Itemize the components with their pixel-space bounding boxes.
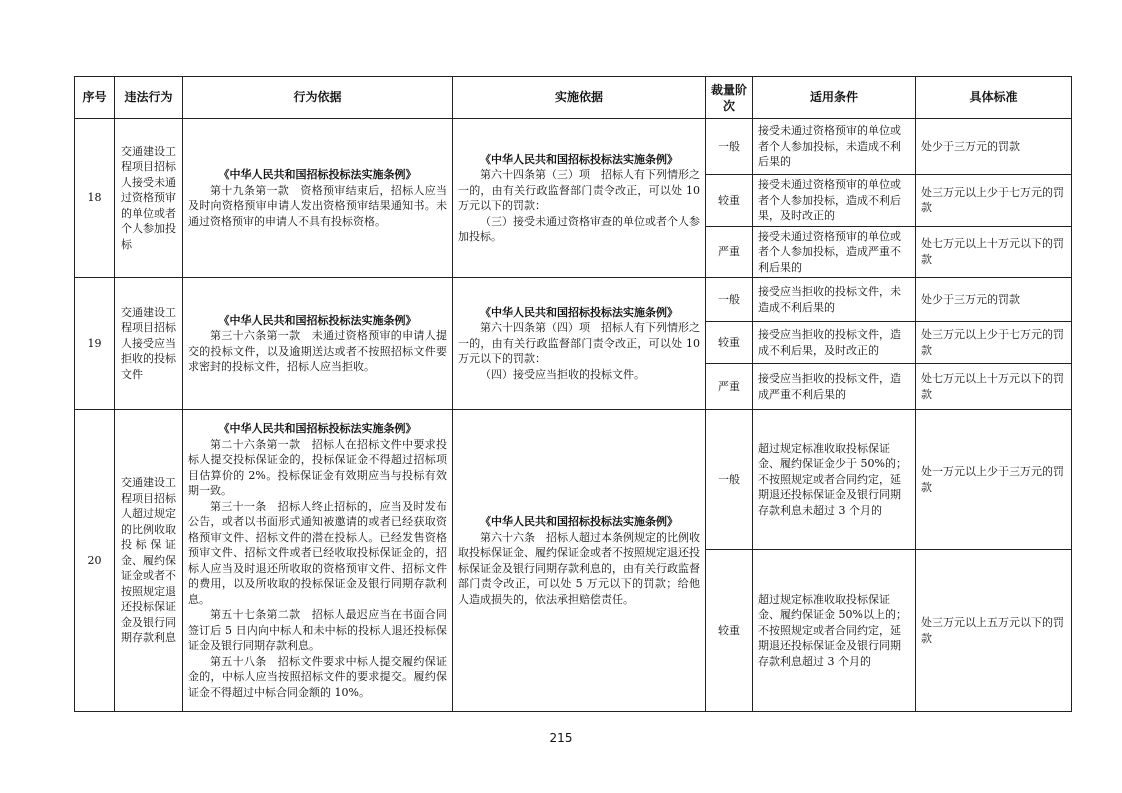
header-no: 序号 bbox=[75, 77, 115, 119]
condition-cell: 接受应当拒收的投标文件，造成严重不利后果的 bbox=[753, 364, 916, 410]
law-article: 第五十八条 招标文件要求中标人提交履约保证金的，中标人应当按照招标文件的要求提交。履约保证金不得超过中标合同金额的 10%。 bbox=[188, 654, 447, 699]
basis-cell bbox=[183, 410, 453, 712]
level-cell: 较重 bbox=[706, 550, 753, 712]
basis-cell bbox=[183, 119, 453, 278]
condition-cell: 接受未通过资格预审的单位或者个人参加投标，造成不利后果，及时改正的 bbox=[753, 175, 916, 227]
header-std: 具体标准 bbox=[916, 77, 1072, 119]
basis-cell bbox=[183, 278, 453, 410]
standard-cell: 处少于三万元的罚款 bbox=[916, 278, 1072, 322]
page-number: 215 bbox=[549, 731, 573, 745]
law-title: 《中华人民共和国招标投标法实施条例》 bbox=[480, 515, 678, 528]
standard-cell: 处三万元以上少于七万元的罚款 bbox=[916, 322, 1072, 364]
law-article: （三）接受未通过资格审查的单位或者个人参加投标。 bbox=[458, 214, 700, 243]
implementation-cell bbox=[453, 410, 706, 712]
level-cell: 严重 bbox=[706, 364, 753, 410]
level-cell: 较重 bbox=[706, 322, 753, 364]
table-body bbox=[75, 119, 1072, 712]
law-article: 第六十四条第（四）项 招标人有下列情形之一的，由有关行政监督部门责令改正，可以处 10 万元以下的罚款： bbox=[458, 321, 700, 366]
table-row bbox=[75, 278, 1072, 322]
level-cell: 一般 bbox=[706, 410, 753, 550]
violation-cell: 交通建设工程项目招标人接受应当拒收的投标文件 bbox=[115, 278, 183, 410]
condition-cell: 接受应当拒收的投标文件，造成不利后果，及时改正的 bbox=[753, 322, 916, 364]
implementation-cell bbox=[453, 278, 706, 410]
condition-cell: 超过规定标准收取投标保证金、履约保证金少于 50%的；不按照规定或者合同约定，延期退还投标保证金及银行同期存款利息未超过 3 个月的 bbox=[753, 410, 916, 550]
header-impl: 实施依据 bbox=[453, 77, 706, 119]
law-article: 第三十六条第一款 未通过资格预审的申请人提交的投标文件，以及逾期送达或者不按照招标文件要求密封的投标文件，招标人应当拒收。 bbox=[188, 329, 447, 373]
level-cell: 一般 bbox=[706, 278, 753, 322]
law-title: 《中华人民共和国招标投标法实施条例》 bbox=[218, 168, 417, 181]
law-article: 第六十四条第（三）项 招标人有下列情形之一的，由有关行政监督部门责令改正，可以处 10 万元以下的罚款： bbox=[458, 168, 700, 212]
condition-cell: 接受未通过资格预审的单位或者个人参加投标，未造成不利后果的 bbox=[753, 119, 916, 175]
standard-cell: 处一万元以上少于三万元的罚款 bbox=[916, 410, 1072, 550]
condition-cell: 超过规定标准收取投标保证金、履约保证金 50%以上的；不按照规定或者合同约定，延期退还投标保证金及银行同期存款利息超过 3 个月的 bbox=[753, 550, 916, 712]
standard-cell: 处七万元以上十万元以下的罚款 bbox=[916, 226, 1072, 278]
standard-cell: 处少于三万元的罚款 bbox=[916, 119, 1072, 175]
level-cell: 严重 bbox=[706, 226, 753, 278]
table-row bbox=[75, 119, 1072, 175]
standard-cell: 处七万元以上十万元以下的罚款 bbox=[916, 364, 1072, 410]
row-number: 20 bbox=[75, 410, 115, 712]
row-number: 18 bbox=[75, 119, 115, 278]
law-title: 《中华人民共和国招标投标法实施条例》 bbox=[480, 305, 678, 319]
condition-cell: 接受未通过资格预审的单位或者个人参加投标，造成严重不利后果的 bbox=[753, 226, 916, 278]
header-cond: 适用条件 bbox=[753, 77, 916, 119]
law-article: 第五十七条第二款 招标人最迟应当在书面合同签订后 5 日内向中标人和未中标的投标人退还投标保证金及银行同期存款利息。 bbox=[188, 608, 447, 652]
law-article: （四）接受应当拒收的投标文件。 bbox=[480, 367, 645, 381]
header-basis: 行为依据 bbox=[183, 77, 453, 119]
condition-cell: 接受应当拒收的投标文件，未造成不利后果的 bbox=[753, 278, 916, 322]
row-number: 19 bbox=[75, 278, 115, 410]
law-title: 《中华人民共和国招标投标法实施条例》 bbox=[218, 313, 417, 327]
header-level: 裁量阶次 bbox=[706, 77, 753, 119]
law-article: 第三十一条 招标人终止招标的，应当及时发布公告，或者以书面形式通知被邀请的或者已经获取资格预审文件、招标文件的潜在投标人。已经发售资格预审文件、招标文件或者已经收取投标保证金的，招标人应当及时退还所收取的资格预审文件、招标文件的费用，以及所收取的投标保证金及银行同期存款利息。 bbox=[188, 499, 447, 606]
header-act: 违法行为 bbox=[115, 77, 183, 119]
law-article: 第六十六条 招标人超过本条例规定的比例收取投标保证金、履约保证金或者不按照规定退还投标保证金及银行同期存款利息的，由有关行政监督部门责令改正，可以处 5 万元以下的罚款；给他人造成损失的，依法承担赔偿责任。 bbox=[458, 530, 700, 606]
law-article: 第十九条第一款 资格预审结束后，招标人应当及时向资格预审申请人发出资格预审结果通知书。未通过资格预审的申请人不具有投标资格。 bbox=[188, 183, 447, 228]
implementation-cell bbox=[453, 119, 706, 278]
law-title: 《中华人民共和国招标投标法实施条例》 bbox=[218, 422, 417, 435]
law-title: 《中华人民共和国招标投标法实施条例》 bbox=[480, 152, 678, 166]
standard-cell: 处三万元以上五万元以下的罚款 bbox=[916, 550, 1072, 712]
level-cell: 较重 bbox=[706, 175, 753, 227]
table-row bbox=[75, 410, 1072, 550]
violation-cell: 交通建设工程项目招标人接受未通过资格预审的单位或者个人参加投标 bbox=[115, 119, 183, 278]
header-row bbox=[75, 77, 1072, 119]
violation-cell: 交通建设工程项目招标人超过规定的比例收取投标保证金、履约保证金或者不按照规定退还投标保证金及银行同期存款利息 bbox=[115, 410, 183, 712]
law-article: 第二十六条第一款 招标人在招标文件中要求投标人提交投标保证金的，投标保证金不得超过招标项目估算价的 2%。投标保证金有效期应当与投标有效期一致。 bbox=[188, 437, 447, 497]
level-cell: 一般 bbox=[706, 119, 753, 175]
penalty-table bbox=[74, 76, 1072, 712]
standard-cell: 处三万元以上少于七万元的罚款 bbox=[916, 175, 1072, 227]
